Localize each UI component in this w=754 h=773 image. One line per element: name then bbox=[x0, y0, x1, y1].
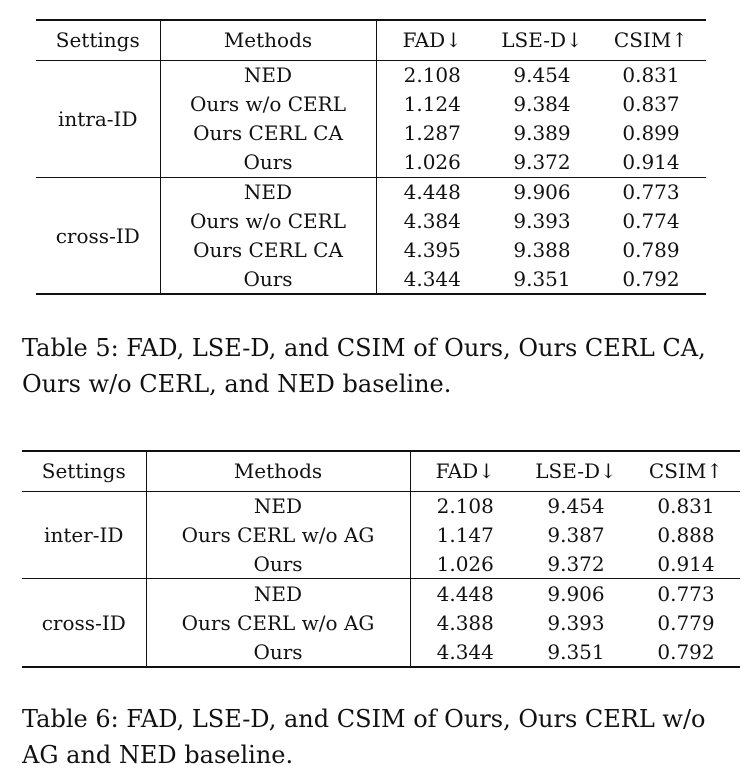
csim-cell: 0.792 bbox=[632, 637, 740, 666]
header-row bbox=[36, 20, 706, 60]
fad-cell: 2.108 bbox=[403, 62, 461, 87]
fad-cell: 2.108 bbox=[436, 493, 494, 518]
fad-cell: 4.384 bbox=[403, 209, 461, 234]
csim-cell: 0.837 bbox=[622, 91, 680, 116]
csim-cell: 0.831 bbox=[657, 493, 715, 518]
setting-cell: intra-ID bbox=[36, 60, 160, 177]
lse-d-cell: 9.372 bbox=[520, 550, 632, 579]
fad-cell: 4.395 bbox=[403, 238, 461, 263]
fad-cell: 4.448 bbox=[403, 180, 461, 205]
csim-cell: 0.773 bbox=[622, 180, 680, 205]
method-cell: NED bbox=[146, 579, 410, 608]
lse-d-cell: 9.351 bbox=[520, 637, 632, 666]
header-csim: CSIM↑ bbox=[596, 20, 706, 60]
method-cell: Ours w/o CERL bbox=[160, 89, 376, 118]
setting-cell: cross-ID bbox=[36, 177, 160, 294]
csim-cell: 0.792 bbox=[596, 265, 706, 294]
table-6-caption: Table 6: FAD, LSE-D, and CSIM of Ours, Ours CERL w/o AG and NED baseline. bbox=[22, 705, 706, 769]
setting-cell: cross-ID bbox=[22, 579, 146, 667]
fad-cell: 1.026 bbox=[410, 550, 520, 579]
fad-cell: 4.344 bbox=[410, 637, 520, 666]
csim-cell: 0.773 bbox=[657, 581, 715, 606]
lse-d-cell: 9.372 bbox=[488, 148, 596, 177]
lse-d-cell: 9.387 bbox=[547, 522, 605, 547]
setting-cell: inter-ID bbox=[22, 491, 146, 579]
method-cell: NED bbox=[160, 60, 376, 89]
table-5-caption: Table 5: FAD, LSE-D, and CSIM of Ours, Ours CERL CA, Ours w/o CERL, and NED baseline. bbox=[22, 334, 706, 398]
method-cell: Ours bbox=[146, 637, 410, 666]
method-cell: Ours CERL CA bbox=[160, 236, 376, 265]
header-row bbox=[22, 451, 740, 491]
header-lse-d: LSE-D↓ bbox=[520, 451, 632, 491]
csim-cell: 0.914 bbox=[632, 550, 740, 579]
csim-cell: 0.779 bbox=[657, 610, 715, 635]
header-lse-d: LSE-D↓ bbox=[488, 20, 596, 60]
table-row bbox=[36, 60, 706, 89]
lse-d-cell: 9.393 bbox=[513, 209, 571, 234]
csim-cell: 0.899 bbox=[622, 121, 680, 146]
method-cell: NED bbox=[146, 491, 410, 520]
header-settings: Settings bbox=[22, 451, 146, 491]
fad-cell: 4.448 bbox=[436, 581, 494, 606]
lse-d-cell: 9.389 bbox=[513, 121, 571, 146]
table-6 bbox=[22, 450, 740, 668]
csim-cell: 0.888 bbox=[657, 522, 715, 547]
method-cell: Ours CERL w/o AG bbox=[146, 608, 410, 637]
header-fad: FAD↓ bbox=[376, 20, 488, 60]
lse-d-cell: 9.906 bbox=[547, 581, 605, 606]
header-methods: Methods bbox=[146, 451, 410, 491]
header-methods: Methods bbox=[160, 20, 376, 60]
header-settings: Settings bbox=[36, 20, 160, 60]
csim-cell: 0.914 bbox=[596, 148, 706, 177]
table-row bbox=[22, 579, 740, 608]
table-row bbox=[36, 177, 706, 206]
fad-cell: 1.287 bbox=[403, 121, 461, 146]
fad-cell: 1.147 bbox=[436, 522, 494, 547]
fad-cell: 1.026 bbox=[376, 148, 488, 177]
lse-d-cell: 9.388 bbox=[513, 238, 571, 263]
lse-d-cell: 9.454 bbox=[513, 62, 571, 87]
csim-cell: 0.774 bbox=[622, 209, 680, 234]
lse-d-cell: 9.454 bbox=[547, 493, 605, 518]
lse-d-cell: 9.351 bbox=[488, 265, 596, 294]
csim-cell: 0.789 bbox=[622, 238, 680, 263]
method-cell: Ours bbox=[146, 550, 410, 579]
fad-cell: 4.344 bbox=[376, 265, 488, 294]
method-cell: Ours CERL CA bbox=[160, 119, 376, 148]
method-cell: NED bbox=[160, 177, 376, 206]
fad-cell: 1.124 bbox=[403, 91, 461, 116]
csim-cell: 0.831 bbox=[622, 62, 680, 87]
table-row bbox=[22, 491, 740, 520]
method-cell: Ours bbox=[160, 148, 376, 177]
fad-cell: 4.388 bbox=[436, 610, 494, 635]
method-cell: Ours bbox=[160, 265, 376, 294]
method-cell: Ours w/o CERL bbox=[160, 206, 376, 235]
lse-d-cell: 9.393 bbox=[547, 610, 605, 635]
lse-d-cell: 9.384 bbox=[513, 91, 571, 116]
header-csim: CSIM↑ bbox=[632, 451, 740, 491]
method-cell: Ours CERL w/o AG bbox=[146, 520, 410, 549]
table-5 bbox=[36, 19, 706, 295]
lse-d-cell: 9.906 bbox=[513, 180, 571, 205]
header-fad: FAD↓ bbox=[410, 451, 520, 491]
